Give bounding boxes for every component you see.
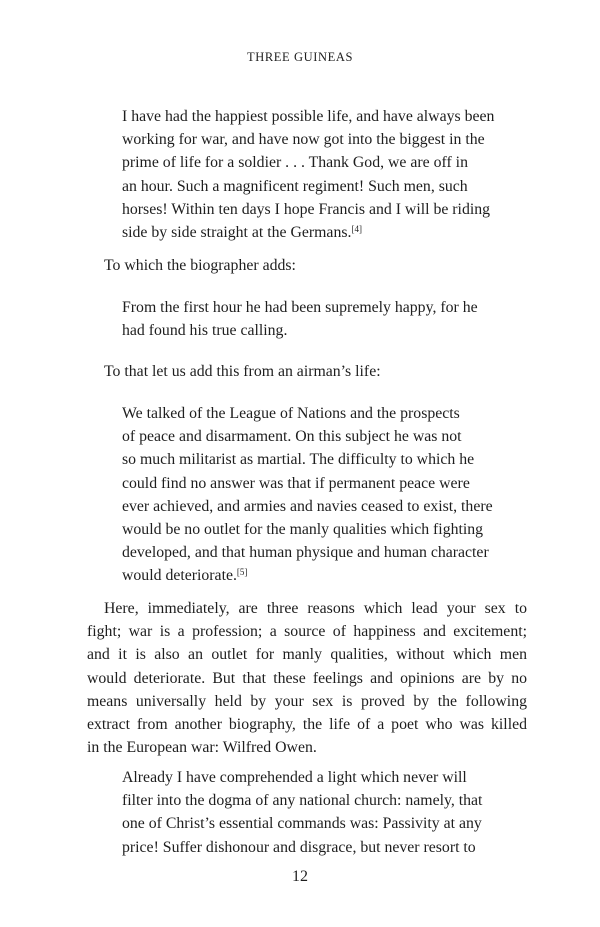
quote-line-last	[122, 564, 522, 587]
quote-line: Already I have comprehended a light which never will	[122, 769, 467, 786]
paragraph-2	[87, 360, 527, 383]
quote-line: one of Christ’s essential commands was: Passivity at any	[122, 815, 482, 833]
endnote-ref-5[interactable]: [5]	[236, 567, 248, 578]
quote-line: an hour. Such a magnificent regiment! Such men, such	[122, 177, 468, 195]
paragraph-line: Here, immediately, are three reasons which lead your sex to	[104, 600, 527, 617]
paragraph-3	[87, 597, 527, 759]
quote-line: could find no answer was that if permanent peace were	[122, 474, 470, 492]
quote-line: We talked of the League of Nations and the prospects	[122, 405, 460, 422]
quote-line: horses! Within ten days I hope Francis and I will be riding	[122, 200, 491, 218]
quote-line: From the first hour he had been supremely happy, for he	[122, 299, 478, 316]
paragraph-line: means universally held by your sex is proved by the following	[87, 692, 527, 710]
endnote-ref-4[interactable]: [4]	[351, 224, 362, 235]
quote-line: working for war, and have now got into the biggest in the	[122, 131, 485, 149]
block-quote-3	[122, 402, 522, 588]
quote-line: ever achieved, and armies and navies ceased to exist, there	[122, 497, 493, 515]
quote-line: would be no outlet for the manly qualities which fighting	[122, 521, 484, 539]
quote-line: had found his true calling.	[122, 322, 288, 340]
paragraph-line: would deteriorate. But that these feelings and opinions are by no	[87, 669, 527, 687]
paragraph-line: fight; war is a profession; a source of happiness and excitement;	[87, 623, 527, 641]
quote-line-last	[122, 221, 522, 244]
running-head: THREE GUINEAS	[246, 50, 354, 64]
paragraph-line: To that let us add this from an airman’s life:	[104, 363, 381, 380]
paragraph-line: and it is also an outlet for manly qualities, without which men	[87, 646, 527, 664]
quote-line: of peace and disarmament. On this subject he was not	[122, 428, 462, 446]
quote-line: I have had the happiest possible life, and have always been	[122, 108, 495, 125]
block-quote-1	[122, 105, 522, 244]
page-number: 12	[292, 868, 308, 885]
paragraph-1	[87, 254, 527, 277]
quote-line-text: would deteriorate.	[122, 567, 237, 585]
quote-line: price! Suffer dishonour and disgrace, but never resort to	[122, 838, 476, 856]
paragraph-line: To which the biographer adds:	[104, 257, 296, 274]
quote-line-text: side by side straight at the Germans.	[122, 224, 352, 242]
paragraph-line: extract from another biography, the life of a poet who was killed	[87, 716, 527, 734]
block-quote-4	[122, 766, 522, 859]
quote-line: so much militarist as martial. The difficulty to which he	[122, 451, 475, 469]
quote-line: prime of life for a soldier . . . Thank God, we are off in	[122, 154, 468, 172]
paragraph-line: in the European war: Wilfred Owen.	[87, 739, 317, 757]
block-quote-2	[122, 296, 522, 342]
quote-line: developed, and that human physique and human character	[122, 544, 489, 562]
quote-line: filter into the dogma of any national church: namely, that	[122, 792, 483, 810]
